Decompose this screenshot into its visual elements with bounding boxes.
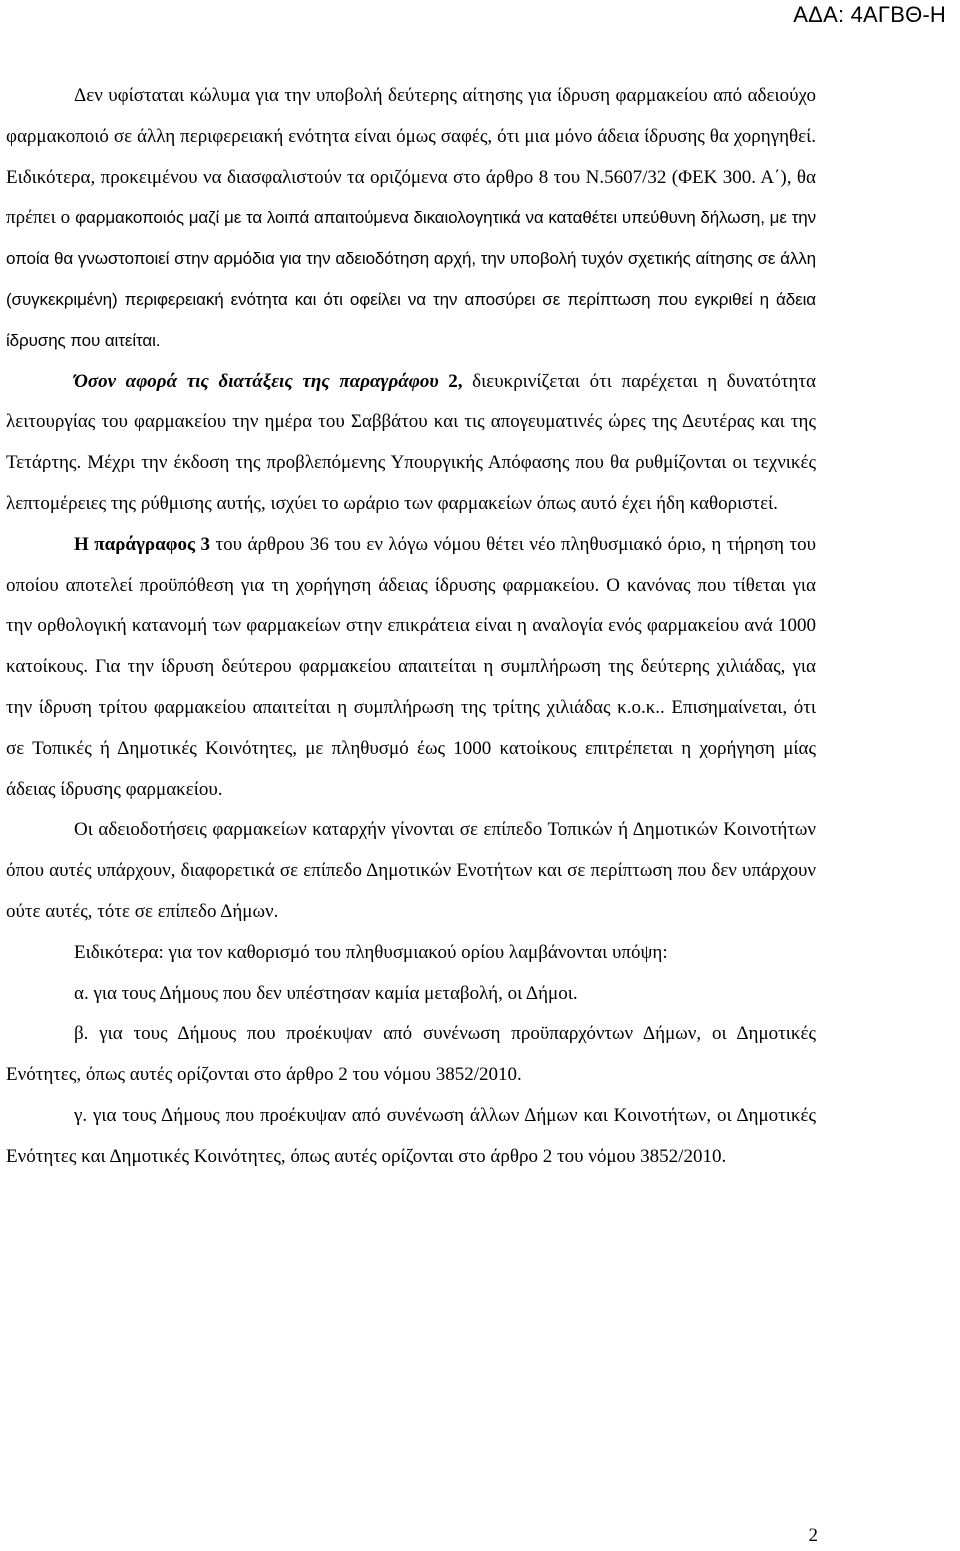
paragraph-text-serif: Δεν υφίσταται κώλυμα για την υποβολή δεύτερης αίτησης για ίδρυση φαρμακείου από αδειούχο φαρμακοποιό σε άλλη περιφερειακή ενότητα είναι όμως σαφές, ότι μια μόνο άδεια ίδρυσης θα χορηγηθεί. Ειδικότερα, προκειμένου να διασφαλιστούν τα οριζόμενα στο άρθρο 8 του Ν.5607/32 (ΦΕΚ 300. Α΄), θα πρέπει ο bbox=[6, 85, 816, 229]
paragraph-article-3 bbox=[6, 525, 816, 811]
list-item-c: γ. για τους Δήμους που προέκυψαν από συνένωση άλλων Δήμων και Κοινοτήτων, οι Δημοτικές Ενότητες και Δημοτικές Κοινότητες, όπως αυτές ορίζονται στο άρθρο 2 του νόμου 3852/2010. bbox=[6, 1104, 816, 1167]
paragraph-population-criteria: Ειδικότερα: για τον καθορισμό του πληθυσμιακού ορίου λαμβάνονται υπόψη: bbox=[74, 941, 668, 963]
paragraph-text-sans: φαρμακοποιός μαζί με τα λοιπά απαιτούμενα δικαιολογητικά να καταθέτει υπεύθυνη δήλωση, με την οποία θα γνωστοποιεί στην αρμόδια για την αδειοδότηση αρχή, την υποβολή τυχόν σχετικής αίτησης σε άλλη (συγκεκριμένη) περιφερειακή ενότητα και ότι οφείλει να την αποσύρει σε περίπτωση που εγκριθεί η άδεια ίδρυσης που αιτείται. bbox=[6, 208, 816, 350]
bold-italic-lead: Όσον αφορά τις διατάξεις της παραγράφου bbox=[74, 370, 439, 392]
document-body bbox=[6, 76, 816, 1178]
page-number: 2 bbox=[808, 1525, 818, 1546]
list-item-a: α. για τους Δήμους που δεν υπέστησαν καμία μεταβολή, οι Δήμοι. bbox=[74, 982, 578, 1004]
bold-paragraph-number: 2, bbox=[438, 370, 463, 392]
bold-lead: Η παράγραφος 3 bbox=[74, 533, 211, 555]
paragraph-text: διευκρινίζεται ότι παρέχεται η δυνατότητα λειτουργίας του φαρμακείου την ημέρα του Σαββάτου και τις απογευματινές ώρες της Δευτέρας και της Τετάρτης. Μέχρι την έκδοση της προβλεπόμενης Υπουργικής Απόφασης που θα ρυθμίζονται οι τεχνικές λεπτομέρειες της ρύθμισης αυτής, ισχύει το ωράριο των φαρμακείων όπως αυτό έχει ήδη καθοριστεί. bbox=[6, 370, 817, 514]
ada-code-header: ΑΔΑ: 4ΑΓΒΘ-Η bbox=[793, 2, 946, 27]
paragraph-article-2 bbox=[6, 362, 816, 525]
list-item-b: β. για τους Δήμους που προέκυψαν από συνένωση προϋπαρχόντων Δήμων, οι Δημοτικές Ενότητες, όπως αυτές ορίζονται στο άρθρο 2 του νόμου 3852/2010. bbox=[6, 1023, 816, 1086]
paragraph-text: του άρθρου 36 του εν λόγω νόμου θέτει νέο πληθυσμιακό όριο, η τήρηση του οποίου αποτελεί προϋπόθεση για τη χορήγηση άδειας ίδρυσης φαρμακείου. Ο κανόνας που τίθεται για την ορθολογική κατανομή των φαρμακείων στην επικράτεια είναι η αναλογία ενός φαρμακείου ανά 1000 κατοίκους. Για την ίδρυση δεύτερου φαρμακείου απαιτείται η συμπλήρωση της δεύτερης χιλιάδας, για την ίδρυση τρίτου φαρμακείου απαιτείται η συμπλήρωση της τρίτης χιλιάδας κ.ο.κ.. Επισημαίνεται, ότι σε Τοπικές ή Δημοτικές Κοινότητες, με πληθυσμό έως 1000 κατοίκους επιτρέπεται η χορήγηση μίας άδειας ίδρυσης φαρμακείου. bbox=[6, 533, 816, 800]
paragraph-second-application bbox=[6, 76, 816, 362]
paragraph-licensing-levels: Οι αδειοδοτήσεις φαρμακείων καταρχήν γίνονται σε επίπεδο Τοπικών ή Δημοτικών Κοινοτήτων όπου αυτές υπάρχουν, διαφορετικά σε επίπεδο Δημοτικών Ενοτήτων και σε περίπτωση που δεν υπάρχουν ούτε αυτές, τότε σε επίπεδο Δήμων. bbox=[6, 819, 816, 922]
